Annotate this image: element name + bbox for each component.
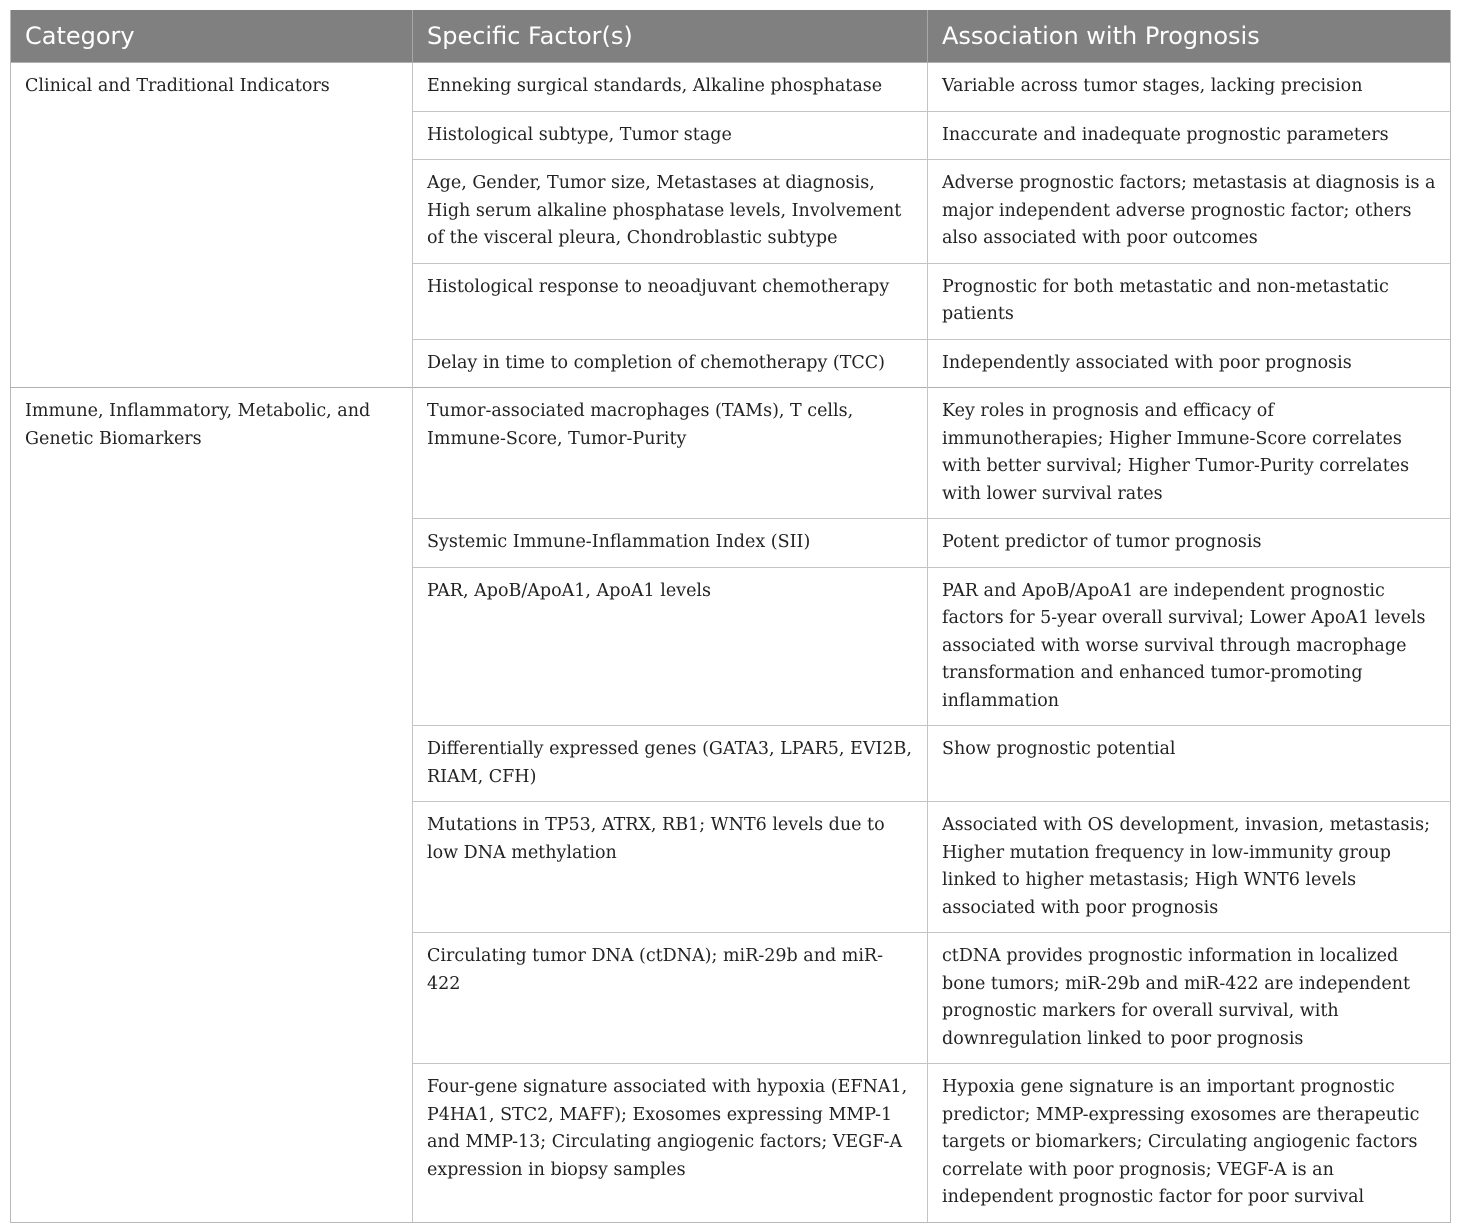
association-cell: Independently associated with poor prognosis xyxy=(928,339,1451,388)
association-cell: Adverse prognostic factors; metastasis at diagnosis is a major independent adverse prognostic factor; others also associated with poor outcomes xyxy=(928,160,1451,264)
association-cell: Prognostic for both metastatic and non-metastatic patients xyxy=(928,263,1451,339)
category-cell: Immune, Inflammatory, Metabolic, and Genetic Biomarkers xyxy=(11,388,413,1223)
factors-cell: Tumor-associated macrophages (TAMs), T cells, Immune-Score, Tumor-Purity xyxy=(413,388,928,519)
table-body xyxy=(11,63,1451,1223)
factors-cell: Age, Gender, Tumor size, Metastases at diagnosis, High serum alkaline phosphatase levels, Involvement of the visceral pleura, Chondroblastic subtype xyxy=(413,160,928,264)
association-cell: ctDNA provides prognostic information in localized bone tumors; miR-29b and miR-422 are independent prognostic markers for overall survival, with downregulation linked to poor prognosis xyxy=(928,933,1451,1064)
category-cell: Clinical and Traditional Indicators xyxy=(11,63,413,388)
association-cell: Show prognostic potential xyxy=(928,726,1451,802)
association-cell: Key roles in prognosis and efficacy of immunotherapies; Higher Immune-Score correlates with better survival; Higher Tumor-Purity correlates with lower survival rates xyxy=(928,388,1451,519)
factors-cell: Enneking surgical standards, Alkaline phosphatase xyxy=(413,63,928,112)
association-cell: Potent predictor of tumor prognosis xyxy=(928,519,1451,568)
table-row xyxy=(11,388,1451,519)
header-category: Category xyxy=(11,10,413,63)
association-cell: PAR and ApoB/ApoA1 are independent prognostic factors for 5-year overall survival; Lower ApoA1 levels associated with worse survival through macrophage transformation and enhanced tumor-promoting inflammation xyxy=(928,567,1451,726)
factors-cell: PAR, ApoB/ApoA1, ApoA1 levels xyxy=(413,567,928,726)
factors-cell: Delay in time to completion of chemotherapy (TCC) xyxy=(413,339,928,388)
association-cell: Variable across tumor stages, lacking precision xyxy=(928,63,1451,112)
association-cell: Hypoxia gene signature is an important prognostic predictor; MMP-expressing exosomes are therapeutic targets or biomarkers; Circulating angiogenic factors correlate with poor prognosis; VEGF-A is an independent prognostic factor for poor survival xyxy=(928,1064,1451,1223)
header-specific-factors: Specific Factor(s) xyxy=(413,10,928,63)
header-association: Association with Prognosis xyxy=(928,10,1451,63)
prognosis-table-container xyxy=(10,10,1450,1223)
table-row xyxy=(11,63,1451,112)
factors-cell: Circulating tumor DNA (ctDNA); miR-29b and miR-422 xyxy=(413,933,928,1064)
table-header xyxy=(11,10,1451,63)
factors-cell: Differentially expressed genes (GATA3, LPAR5, EVI2B, RIAM, CFH) xyxy=(413,726,928,802)
prognosis-table xyxy=(10,10,1451,1223)
factors-cell: Histological subtype, Tumor stage xyxy=(413,111,928,160)
header-row xyxy=(11,10,1451,63)
factors-cell: Four-gene signature associated with hypoxia (EFNA1, P4HA1, STC2, MAFF); Exosomes expressing MMP-1 and MMP-13; Circulating angiogenic factors; VEGF-A expression in biopsy samples xyxy=(413,1064,928,1223)
association-cell: Associated with OS development, invasion, metastasis; Higher mutation frequency in low-immunity group linked to higher metastasis; High WNT6 levels associated with poor prognosis xyxy=(928,802,1451,933)
association-cell: Inaccurate and inadequate prognostic parameters xyxy=(928,111,1451,160)
factors-cell: Mutations in TP53, ATRX, RB1; WNT6 levels due to low DNA methylation xyxy=(413,802,928,933)
factors-cell: Histological response to neoadjuvant chemotherapy xyxy=(413,263,928,339)
factors-cell: Systemic Immune-Inflammation Index (SII) xyxy=(413,519,928,568)
